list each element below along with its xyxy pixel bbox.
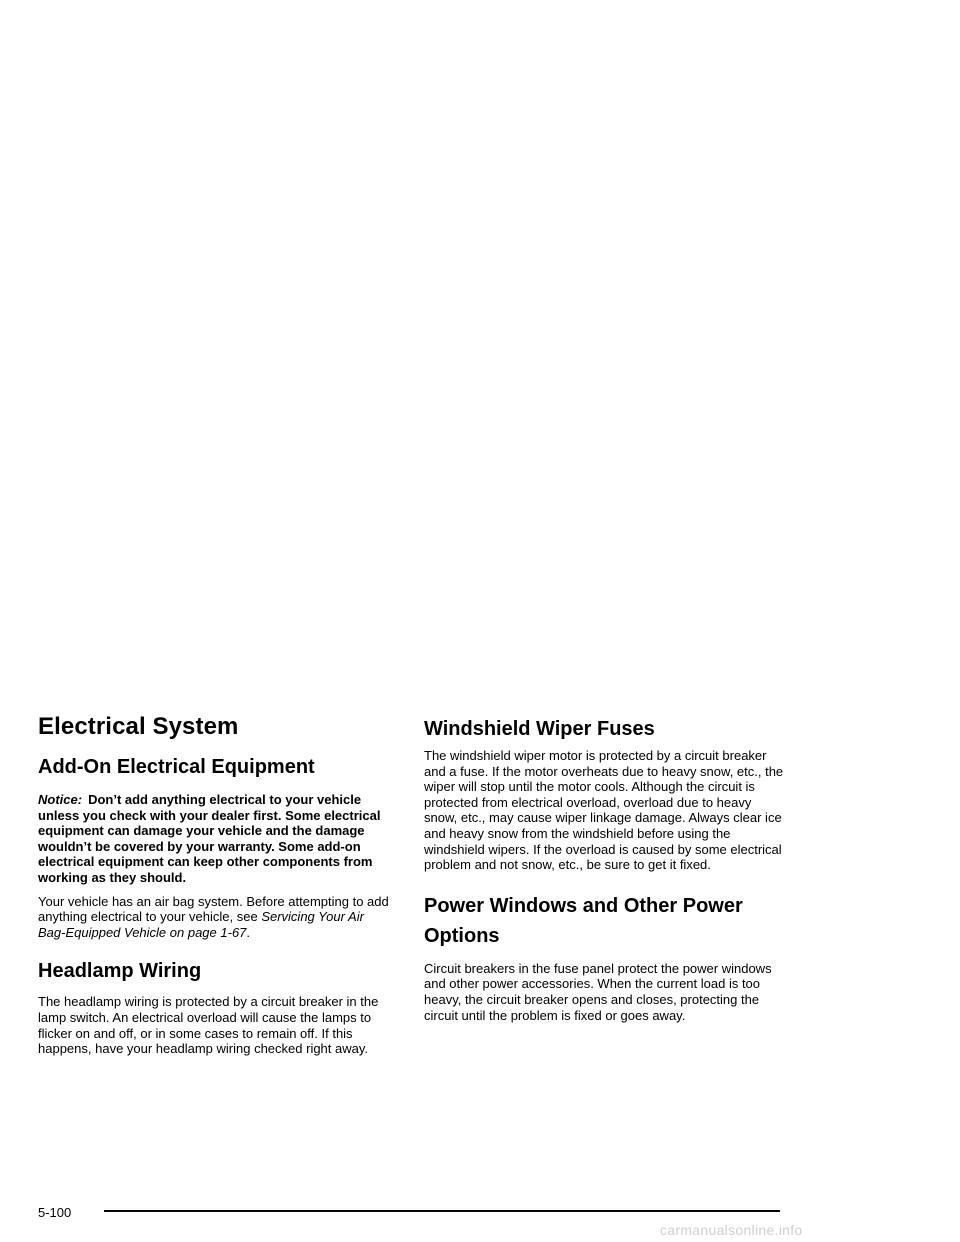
left-column [38,712,393,1057]
notice-label: Notice: [38,792,83,807]
notice-text: Don’t add anything electrical to your vehicle unless you check with your dealer first. Some electrical equipment can damage your vehicle and the damage wouldn’t be covered by your warranty. Some add-on electrical equipment can keep other components from working as they should. [38,792,381,885]
section-heading-wiper-fuses: Windshield Wiper Fuses [424,718,655,740]
cross-reference-link[interactable]: Servicing Your Air Bag-Equipped Vehicle on page 1-67 [38,909,364,940]
air-bag-text: Your vehicle has an air bag system. Before attempting to add anything electrical to your vehicle, see [38,893,389,925]
section-heading-add-on-equipment: Add-On Electrical Equipment [38,756,315,778]
footer-rule [104,1210,780,1212]
air-bag-text-end: . [246,924,251,940]
section-heading-headlamp-wiring: Headlamp Wiring [38,960,202,983]
page-number: 5-100 [38,1205,72,1220]
page-title: Electrical System [38,713,239,740]
section-heading-power-windows: Power Windows and Other Power Options [424,894,743,947]
headlamp-paragraph: The headlamp wiring is protected by a circuit breaker in the lamp switch. An electrical overload will cause the lamps to flicker on and off, or in some cases to remain off. If this happens, have your headlamp wiring checked right away. [38,994,379,1057]
notice-paragraph [38,792,393,886]
watermark: carmanualsonline.info [660,1222,803,1238]
air-bag-paragraph [38,894,393,941]
power-windows-paragraph: Circuit breakers in the fuse panel protect the power windows and other power accessories. When the current load is too heavy, the circuit breaker opens and closes, protecting the circuit until the problem is fixed or goes away. [424,960,772,1023]
wiper-fuses-paragraph: The windshield wiper motor is protected by a circuit breaker and a fuse. If the motor overheats due to heavy snow, etc., the wiper will stop until the motor cools. Although the circuit is protected from electrical overload, overload due to heavy snow, etc., may cause wiper linkage damage. Always clear ice and heavy snow from the windshield before using the windshield wipers. If the overload is caused by some electrical problem and not snow, etc., be sure to get it fixed. [424,748,784,873]
right-column [424,712,786,1023]
